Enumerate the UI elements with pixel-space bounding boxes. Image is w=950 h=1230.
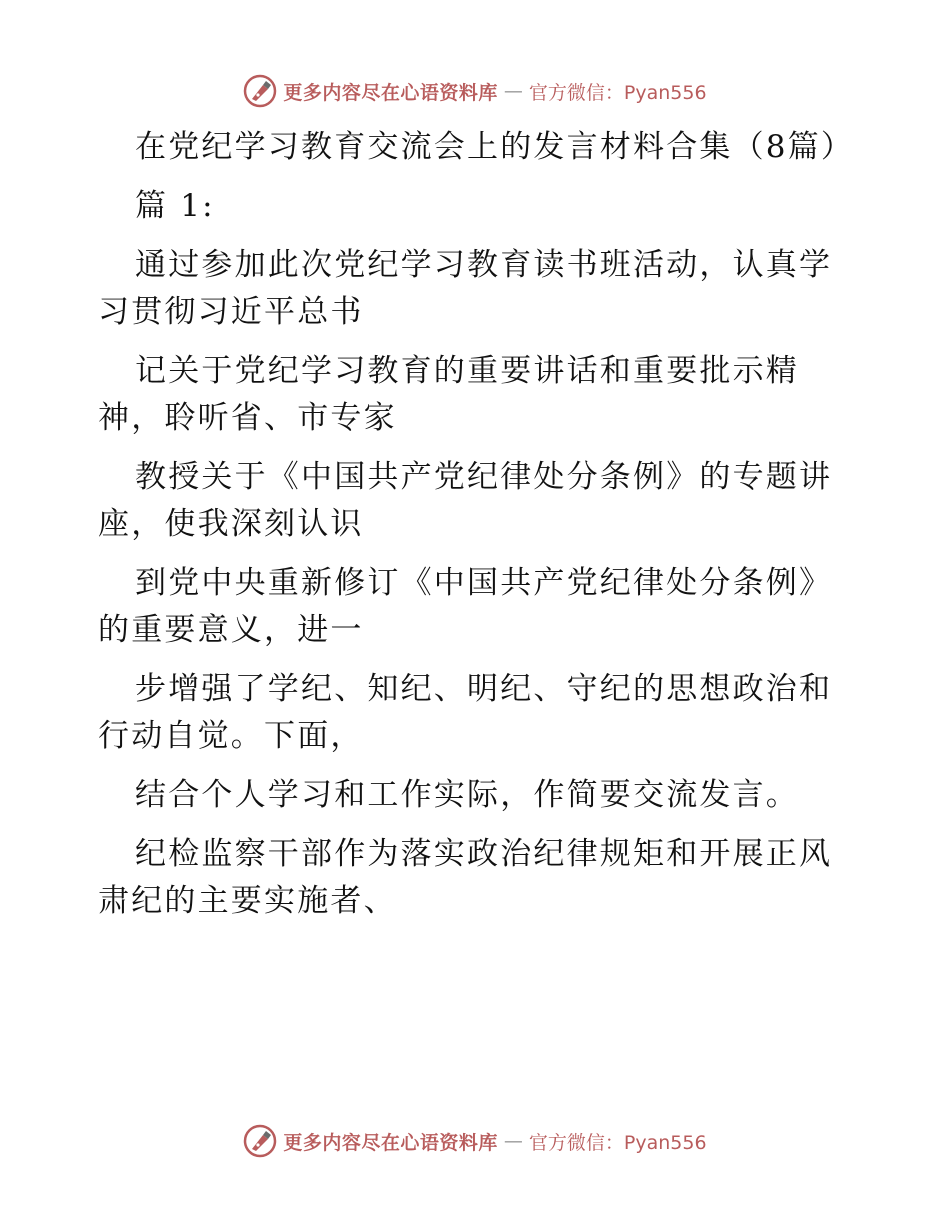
paragraph: 结合个人学习和工作实际，作简要交流发言。 xyxy=(135,777,799,813)
footer-banner-text: 更多内容尽在心语资料库 xyxy=(283,1131,498,1154)
paragraph: 纪检监察干部作为落实政治纪律规矩和开展正风肃纪的主要实施者、 xyxy=(98,836,833,919)
footer-banner xyxy=(0,1121,950,1161)
footer-banner-separator: — xyxy=(503,1130,523,1152)
header-banner-contact: 官方微信：Pyan556 xyxy=(528,81,707,104)
pen-nib-logo-icon xyxy=(243,74,277,108)
paragraph: 教授关于《中国共产党纪律处分条例》的专题讲座，使我深刻认识 xyxy=(98,459,833,542)
header-banner-text: 更多内容尽在心语资料库 xyxy=(283,81,498,104)
section-heading: 篇 1: xyxy=(135,188,215,224)
pen-nib-logo-icon xyxy=(243,1124,277,1158)
footer-banner-contact: 官方微信：Pyan556 xyxy=(528,1131,707,1154)
document-body xyxy=(98,124,858,937)
footer-banner-inner xyxy=(243,1124,706,1158)
header-banner-inner xyxy=(243,74,706,108)
paragraph: 通过参加此次党纪学习教育读书班活动，认真学习贯彻习近平总书 xyxy=(98,247,833,330)
paragraph: 到党中央重新修订《中国共产党纪律处分条例》的重要意义，进一 xyxy=(98,565,833,648)
document-title: 在党纪学习教育交流会上的发言材料合集（8篇） xyxy=(135,129,855,165)
paragraph: 步增强了学纪、知纪、明纪、守纪的思想政治和行动自觉。下面， xyxy=(98,671,833,754)
header-banner xyxy=(0,71,950,111)
header-banner-separator: — xyxy=(503,80,523,102)
paragraph: 记关于党纪学习教育的重要讲话和重要批示精神，聆听省、市专家 xyxy=(98,353,799,436)
